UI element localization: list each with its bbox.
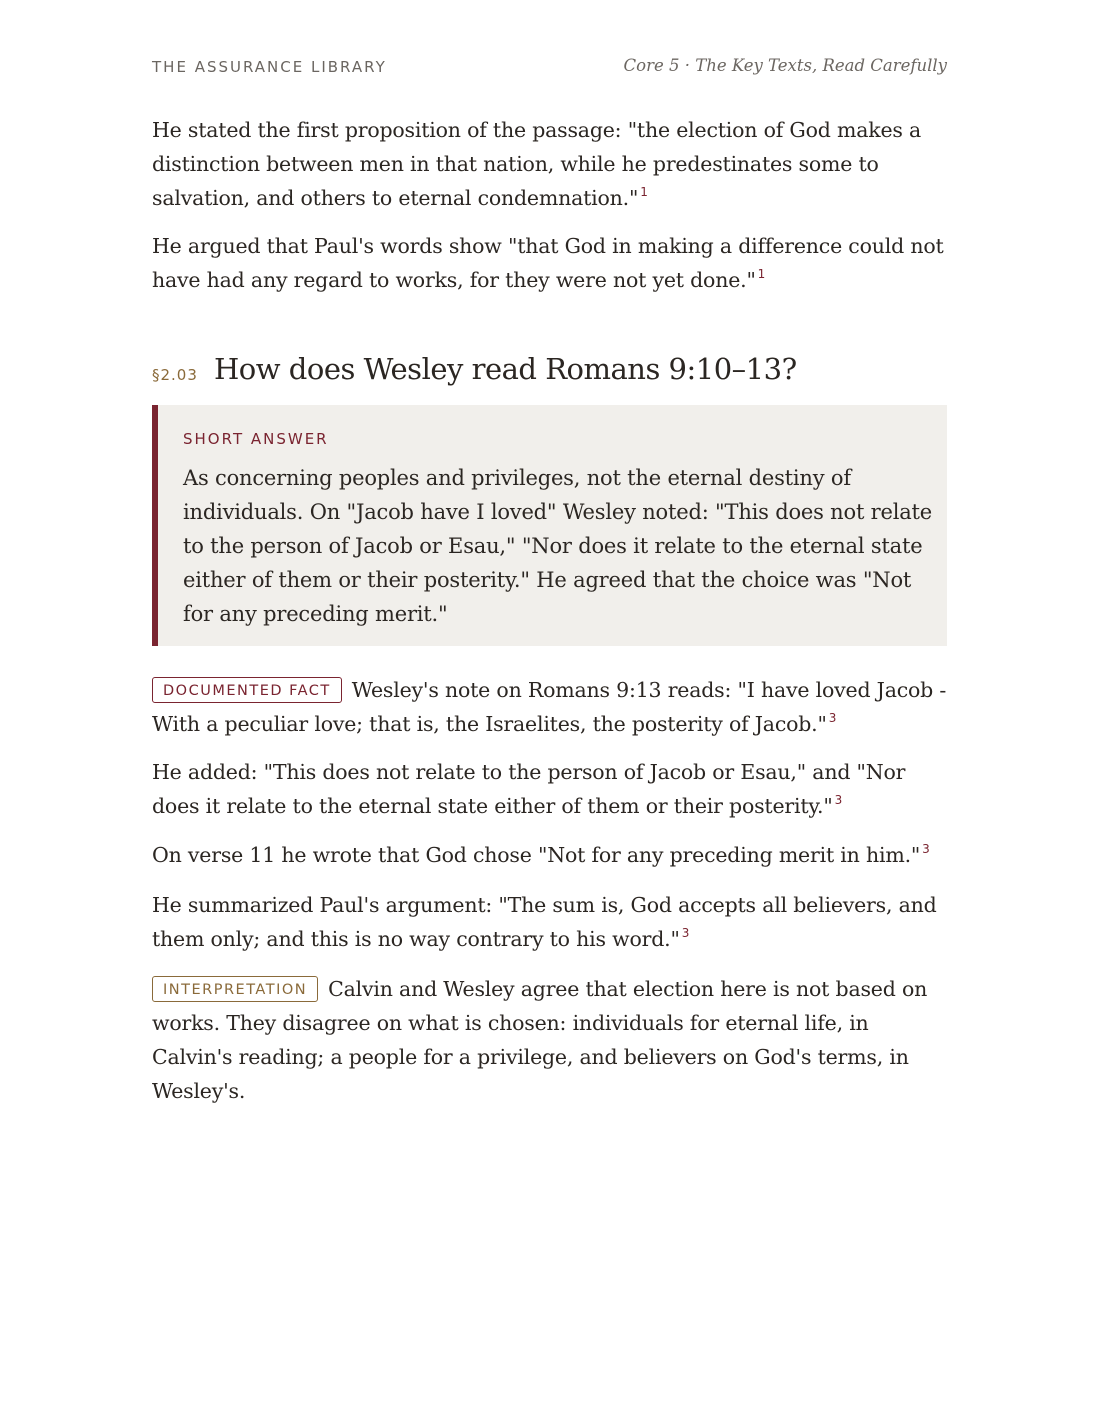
section-number: §2.03 bbox=[152, 366, 198, 384]
documented-fact-tag: DOCUMENTED FACT bbox=[152, 677, 342, 703]
section-heading bbox=[152, 352, 947, 392]
running-header bbox=[152, 56, 947, 80]
paragraph bbox=[152, 838, 947, 872]
paragraph bbox=[152, 113, 947, 215]
footnote-ref[interactable]: 3 bbox=[681, 926, 690, 940]
chapter-title: Core 5 · The Key Texts, Read Carefully bbox=[623, 56, 947, 75]
footnote-ref[interactable]: 3 bbox=[834, 793, 843, 807]
paragraph-text: He argued that Paul's words show "that God in making a difference could not have had any regard to works, for they were not yet done." bbox=[152, 234, 944, 292]
paragraph-text: He summarized Paul's argument: "The sum is, God accepts all believers, and them only; and this is no way contrary to his word." bbox=[152, 893, 937, 951]
paragraph-text: Calvin and Wesley agree that election here is not based on works. They disagree on what is chosen: individuals for eternal life, in Calvin's reading; a people for a privilege, and believers on God's terms, in Wesley's. bbox=[152, 977, 928, 1103]
short-answer-text: As concerning peoples and privileges, not the eternal destiny of individuals. On "Jacob have I loved" Wesley noted: "This does not relate to the person of Jacob or Esau," "Nor does it relate to the eternal state either of them or their posterity." He agreed that the choice was "Not for any preceding merit." bbox=[183, 466, 933, 626]
paragraph-text: He stated the first proposition of the passage: "the election of God makes a distinction between men in that nation, while he predestinates some to salvation, and others to eternal condemnation." bbox=[152, 118, 922, 210]
footnote-ref[interactable]: 1 bbox=[757, 267, 766, 281]
paragraph bbox=[152, 229, 947, 297]
paragraph bbox=[152, 888, 947, 956]
paragraph-text: On verse 11 he wrote that God chose "Not for any preceding merit in him." bbox=[152, 843, 921, 867]
interpretation-paragraph bbox=[152, 972, 947, 1108]
paragraph-text: Wesley's note on Romans 9:13 reads: "I have loved Jacob - With a peculiar love; that is, the Israelites, the posterity of Jacob." bbox=[152, 678, 947, 736]
footnote-ref[interactable]: 3 bbox=[922, 842, 930, 856]
interpretation-tag: INTERPRETATION bbox=[152, 976, 318, 1002]
short-answer-box bbox=[152, 405, 947, 646]
short-answer-label: SHORT ANSWER bbox=[183, 430, 329, 448]
library-title: THE ASSURANCE LIBRARY bbox=[152, 58, 387, 76]
documented-fact-paragraph bbox=[152, 673, 947, 741]
footnote-ref[interactable]: 3 bbox=[828, 711, 837, 725]
paragraph bbox=[152, 755, 947, 823]
paragraph-text: He added: "This does not relate to the person of Jacob or Esau," and "Nor does it relate to the eternal state either of them or their posterity." bbox=[152, 760, 906, 818]
section-title: How does Wesley read Romans 9:10–13? bbox=[214, 352, 797, 386]
footnote-ref[interactable]: 1 bbox=[640, 185, 648, 199]
